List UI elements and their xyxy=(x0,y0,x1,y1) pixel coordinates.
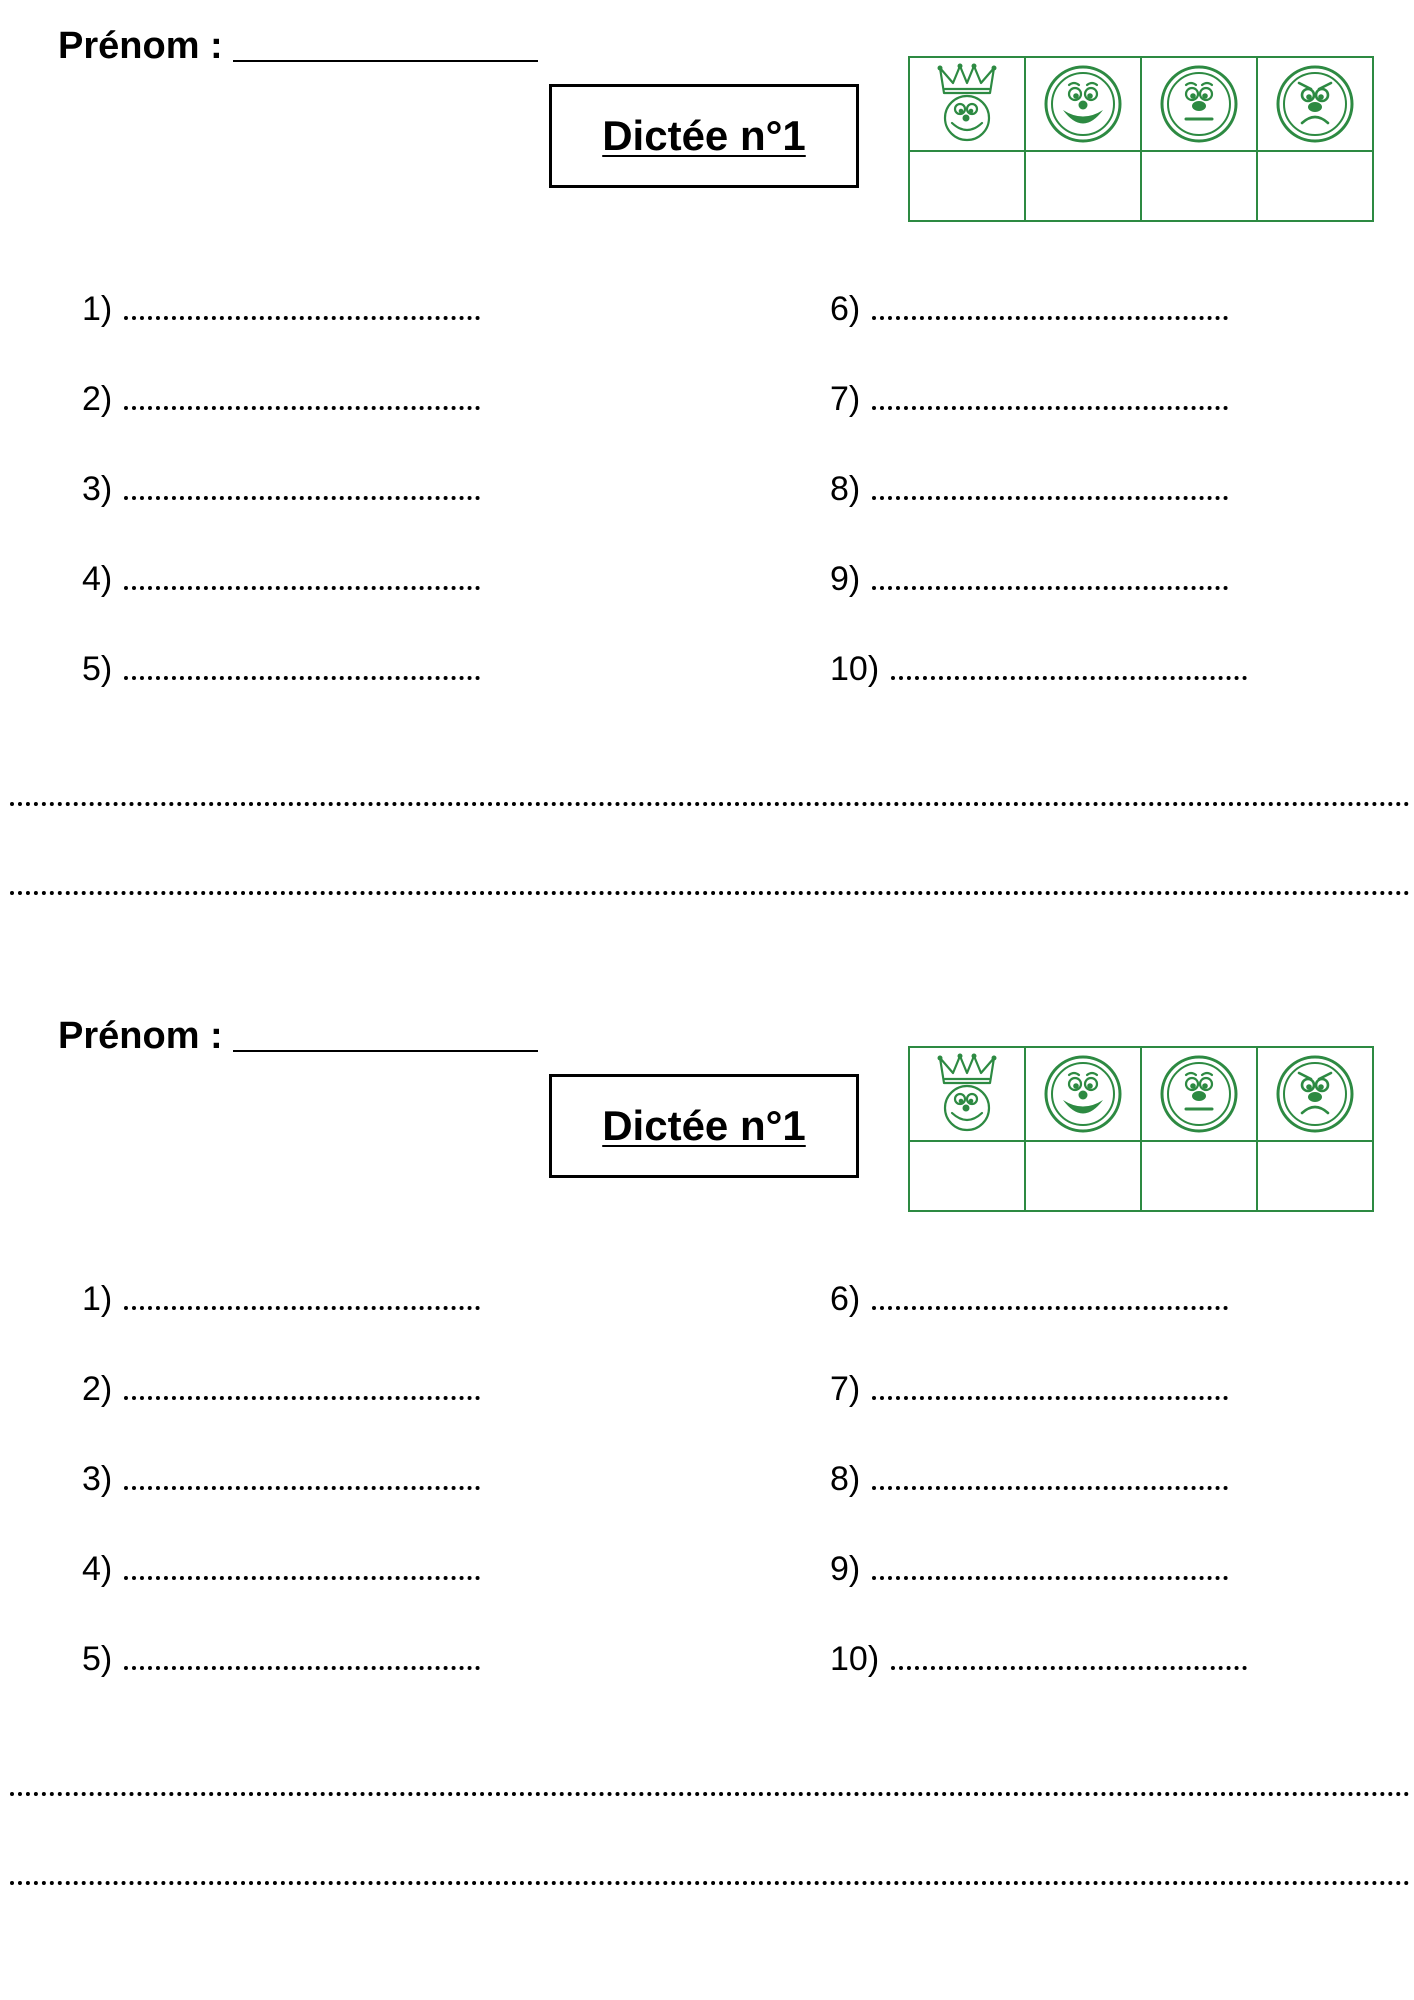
answer-line xyxy=(830,1368,1247,1408)
item-number: 3) xyxy=(82,1460,113,1498)
item-number: 7) xyxy=(830,380,861,418)
item-number: 1) xyxy=(82,290,113,328)
answer-field[interactable] xyxy=(872,1548,1228,1580)
neutral-face-icon xyxy=(1158,63,1240,145)
grade-cell-poor xyxy=(1257,1047,1373,1141)
grade-cell-average xyxy=(1141,57,1257,151)
grade-box-very-good[interactable] xyxy=(1025,151,1141,221)
item-number: 6) xyxy=(830,1280,861,1318)
item-number: 4) xyxy=(82,560,113,598)
answer-field[interactable] xyxy=(124,468,480,500)
grade-cell-poor xyxy=(1257,57,1373,151)
item-number: 7) xyxy=(830,1370,861,1408)
item-number: 10) xyxy=(830,650,880,688)
answer-field[interactable] xyxy=(124,1458,480,1490)
answer-field[interactable] xyxy=(891,648,1247,680)
dictation-sheet-1 xyxy=(0,0,1414,990)
answer-field[interactable] xyxy=(124,558,480,590)
answer-line xyxy=(830,378,1247,418)
grade-box-king[interactable] xyxy=(909,1141,1025,1211)
answer-line xyxy=(830,288,1247,328)
dictation-sheet-2 xyxy=(0,990,1414,1980)
page-title: Dictée n°1 xyxy=(602,112,806,159)
grade-box-king[interactable] xyxy=(909,151,1025,221)
answer-line xyxy=(830,1638,1247,1678)
sentence-line[interactable] xyxy=(10,891,1410,895)
answer-field[interactable] xyxy=(872,558,1228,590)
name-field[interactable] xyxy=(233,1012,538,1052)
king-face-icon xyxy=(934,63,1000,145)
answer-line xyxy=(830,558,1247,598)
answer-line xyxy=(830,1548,1247,1588)
answer-line xyxy=(82,648,480,688)
answer-field[interactable] xyxy=(124,1278,480,1310)
answer-line xyxy=(82,378,480,418)
item-number: 3) xyxy=(82,470,113,508)
sentence-line[interactable] xyxy=(10,1792,1410,1796)
item-number: 9) xyxy=(830,1550,861,1588)
answer-field[interactable] xyxy=(124,288,480,320)
grade-cell-king xyxy=(909,57,1025,151)
answer-line xyxy=(82,1548,480,1588)
name-row xyxy=(58,1014,538,1058)
title-box xyxy=(549,84,859,188)
name-field[interactable] xyxy=(233,22,538,62)
answer-line xyxy=(830,468,1247,508)
answer-field[interactable] xyxy=(124,648,480,680)
grade-box-poor[interactable] xyxy=(1257,1141,1373,1211)
name-row xyxy=(58,24,538,68)
answer-line xyxy=(82,1278,480,1318)
answer-field[interactable] xyxy=(124,378,480,410)
sentence-line[interactable] xyxy=(10,1881,1410,1885)
answer-line xyxy=(82,558,480,598)
grade-box-very-good[interactable] xyxy=(1025,1141,1141,1211)
answer-line xyxy=(82,1638,480,1678)
answer-line xyxy=(830,1458,1247,1498)
answer-field[interactable] xyxy=(872,1458,1228,1490)
item-number: 2) xyxy=(82,380,113,418)
answer-line xyxy=(82,288,480,328)
items-right-column xyxy=(830,1278,1247,1728)
name-label: Prénom : xyxy=(58,1015,223,1057)
answer-line xyxy=(830,648,1247,688)
item-number: 5) xyxy=(82,650,113,688)
grade-grid xyxy=(908,1046,1374,1212)
name-label: Prénom : xyxy=(58,25,223,67)
answer-field[interactable] xyxy=(872,288,1228,320)
items-left-column xyxy=(82,1278,480,1728)
item-number: 9) xyxy=(830,560,861,598)
neutral-face-icon xyxy=(1158,1053,1240,1135)
items-right-column xyxy=(830,288,1247,738)
item-number: 8) xyxy=(830,470,861,508)
answer-field[interactable] xyxy=(124,1368,480,1400)
king-face-icon xyxy=(934,1053,1000,1135)
grade-box-average[interactable] xyxy=(1141,151,1257,221)
title-box xyxy=(549,1074,859,1178)
item-number: 8) xyxy=(830,1460,861,1498)
answer-line xyxy=(82,468,480,508)
item-number: 2) xyxy=(82,1370,113,1408)
big-smile-face-icon xyxy=(1042,1053,1124,1135)
answer-line xyxy=(82,1368,480,1408)
grade-cell-very-good xyxy=(1025,1047,1141,1141)
item-number: 5) xyxy=(82,1640,113,1678)
sentence-line[interactable] xyxy=(10,802,1410,806)
grade-box-poor[interactable] xyxy=(1257,151,1373,221)
answer-field[interactable] xyxy=(124,1638,480,1670)
grade-box-average[interactable] xyxy=(1141,1141,1257,1211)
grade-cell-king xyxy=(909,1047,1025,1141)
page-title: Dictée n°1 xyxy=(602,1102,806,1149)
item-number: 4) xyxy=(82,1550,113,1588)
answer-line xyxy=(82,1458,480,1498)
grade-cell-average xyxy=(1141,1047,1257,1141)
angry-face-icon xyxy=(1274,1053,1356,1135)
items-left-column xyxy=(82,288,480,738)
item-number: 1) xyxy=(82,1280,113,1318)
angry-face-icon xyxy=(1274,63,1356,145)
answer-field[interactable] xyxy=(124,1548,480,1580)
item-number: 10) xyxy=(830,1640,880,1678)
answer-field[interactable] xyxy=(872,1278,1228,1310)
answer-line xyxy=(830,1278,1247,1318)
answer-field[interactable] xyxy=(891,1638,1247,1670)
grade-grid xyxy=(908,56,1374,222)
answer-field[interactable] xyxy=(872,468,1228,500)
grade-cell-very-good xyxy=(1025,57,1141,151)
big-smile-face-icon xyxy=(1042,63,1124,145)
answer-field[interactable] xyxy=(872,1368,1228,1400)
answer-field[interactable] xyxy=(872,378,1228,410)
item-number: 6) xyxy=(830,290,861,328)
